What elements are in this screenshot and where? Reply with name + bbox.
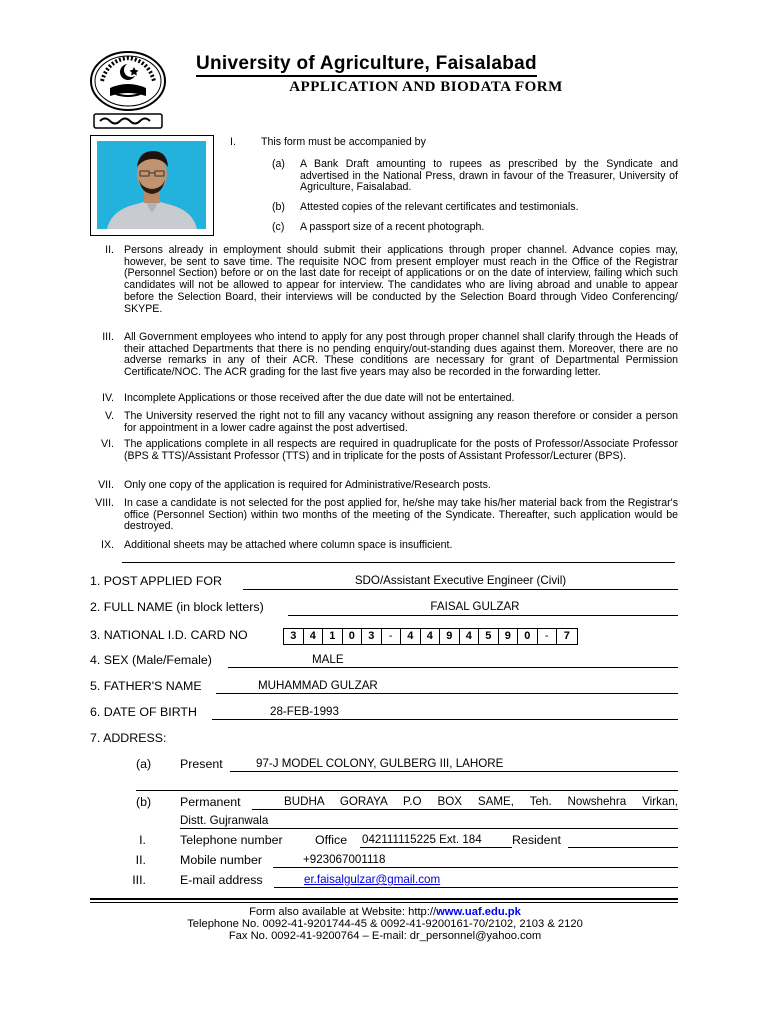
- instruction-number: V.: [104, 410, 114, 422]
- cnic-digit: 5: [479, 629, 499, 644]
- sex-label: 4. SEX (Male/Female): [90, 653, 212, 667]
- sex-underline: [228, 666, 678, 668]
- telephone-label: Telephone number: [180, 833, 283, 847]
- permanent-underline: [252, 808, 678, 810]
- present-label: (a): [136, 757, 152, 771]
- permanent-address-line2[interactable]: Distt. Gujranwala: [180, 814, 269, 827]
- cnic-digit: 7: [563, 630, 570, 642]
- permanent-address-line1[interactable]: BUDHA GORAYA P.O BOX SAME, Teh. Nowshehra Virkan,: [284, 795, 678, 808]
- cnic-digit: 9: [440, 629, 460, 644]
- instruction-number: VII.: [98, 479, 114, 491]
- father-name-label: 5. FATHER'S NAME: [90, 679, 202, 693]
- cnic-digit: 4: [401, 629, 421, 644]
- subitem-label: (a): [272, 158, 285, 170]
- instruction-number: I.: [230, 136, 236, 148]
- cnic-digit: 4: [304, 629, 324, 644]
- office-phone-value[interactable]: 042111115225 Ext. 184: [362, 833, 482, 846]
- present-underline: [230, 770, 678, 772]
- cnic-digit: 1: [323, 629, 343, 644]
- mobile-underline: [273, 866, 678, 868]
- father-name-underline: [216, 692, 678, 694]
- website-link[interactable]: www.uaf.edu.pk: [436, 906, 521, 918]
- present-caption: Present: [180, 757, 223, 771]
- sex-value[interactable]: MALE: [312, 653, 344, 666]
- university-name: University of Agriculture, Faisalabad: [196, 53, 656, 75]
- cnic-digit: 3: [362, 629, 382, 644]
- office-underline: [360, 846, 512, 848]
- subitem-text: A passport size of a recent photograph.: [300, 221, 485, 233]
- name-label: 2. FULL NAME (in block letters): [90, 600, 264, 614]
- form-title: APPLICATION AND BIODATA FORM: [289, 79, 563, 95]
- name-underline: [288, 614, 678, 616]
- cnic-digit: 0: [518, 629, 538, 644]
- dob-underline: [212, 718, 678, 720]
- instruction-text: In case a candidate is not selected for the post applied for, he/she may take his/her material back from the Registrar's office (Personnel Section) within two months of the meeting of the Syndicate. Thereafter, such application would be destroyed.: [124, 497, 678, 533]
- mobile-label: Mobile number: [180, 853, 262, 867]
- footer-telephone: Telephone No. 0092-41-9201744-45 & 0092-41-9200161-70/2102, 2103 & 2120: [187, 918, 583, 930]
- instruction-text: All Government employees who intend to apply for any post through proper channel shall clarify through the Heads of their attached Departments that there is no pending enquiry/out-standing dues against them. Moreover, there are no adverse remarks in any of their ACR. These conditions are necessary for grant of Departmental Permission Certificate/NOC. The ACR grading for the last five years may also be recorded in the forwarding letter.: [124, 331, 678, 379]
- cnic-dash: -: [382, 629, 402, 644]
- address-label: 7. ADDRESS:: [90, 731, 167, 745]
- cnic-digit: 3: [284, 629, 304, 644]
- footer-rule-thin: [90, 902, 678, 903]
- present-address-value[interactable]: 97-J MODEL COLONY, GULBERG III, LAHORE: [256, 757, 504, 770]
- footer-website-prefix: Form also available at Website: http://: [249, 906, 437, 918]
- footer-rule: [90, 898, 678, 900]
- instruction-text: Incomplete Applications or those received after the due date will not be entertained.: [124, 392, 515, 404]
- instruction-text: The applications complete in all respects are required in quadruplicate for the posts of Professor/Associate Professor (BPS & TTS)/Assistant Professor (TTS) and in triplicate for the posts of Assistant Professor/Lecturer (BPS).: [124, 438, 678, 462]
- cnic-label: 3. NATIONAL I.D. CARD NO: [90, 628, 248, 642]
- university-logo: [88, 50, 168, 132]
- footer-website: [150, 906, 620, 919]
- subitem-text: Attested copies of the relevant certificates and testimonials.: [300, 201, 579, 213]
- instruction-text: Additional sheets may be attached where column space is insufficient.: [124, 539, 453, 551]
- cnic-digit: 9: [499, 629, 519, 644]
- instruction-number: II.: [105, 244, 114, 256]
- cnic-digit: 4: [460, 629, 480, 644]
- permanent-label: (b): [136, 795, 152, 809]
- subitem-text: A Bank Draft amounting to rupees as prescribed by the Syndicate and advertised in the National Press, drawn in favour of the Treasurer, University of Agriculture, Faisalabad.: [300, 158, 678, 194]
- telephone-number-index: I.: [139, 833, 146, 847]
- permanent-underline-2: [180, 827, 678, 829]
- address-separator: [136, 789, 678, 791]
- instruction-text: The University reserved the right not to fill any vacancy without assigning any reason therefore or consider a person for appointment in a lower cadre against the post advertised.: [124, 410, 678, 434]
- email-label: E-mail address: [180, 873, 263, 887]
- cnic-digit: 0: [343, 629, 363, 644]
- name-value[interactable]: FAISAL GULZAR: [430, 600, 520, 613]
- post-label: 1. POST APPLIED FOR: [90, 574, 222, 588]
- instruction-number: VIII.: [95, 497, 114, 509]
- subitem-label: (b): [272, 201, 285, 213]
- permanent-caption: Permanent: [180, 795, 241, 809]
- email-link[interactable]: er.faisalgulzar@gmail.com: [304, 873, 441, 886]
- instruction-number: VI.: [101, 438, 114, 450]
- cnic-digit: 4: [421, 629, 441, 644]
- cnic-boxes[interactable]: [283, 628, 578, 645]
- post-value[interactable]: SDO/Assistant Executive Engineer (Civil): [354, 574, 567, 587]
- email-underline: [274, 886, 678, 888]
- separator-line: [122, 561, 675, 563]
- instruction-text: Persons already in employment should submit their applications through proper channel. Advance copies may, however, be sent to save time. The requisite NOC from present employer must reach in the Office of the Registrar (Personnel Section) before or on the last date for receipt of applications or on the date of interview, failing which such candidates will not be allowed to appear for interview. The candidates who are living abroad and unable to appear before the Selection Board, their interviews will be conducted by the Selection Board through Video Conferencing/ SKYPE.: [124, 244, 678, 315]
- instruction-text: Only one copy of the application is required for Administrative/Research posts.: [124, 479, 491, 491]
- resident-label: Resident: [512, 833, 561, 847]
- office-label: Office: [315, 833, 348, 847]
- subitem-label: (c): [272, 221, 285, 233]
- footer-fax-email: Fax No. 0092-41-9200764 – E-mail: dr_personnel@yahoo.com: [228, 930, 542, 942]
- post-underline: [243, 588, 678, 590]
- cnic-dash: -: [538, 629, 558, 644]
- instruction-number: IX.: [101, 539, 114, 551]
- email-number-index: III.: [132, 873, 146, 887]
- dob-label: 6. DATE OF BIRTH: [90, 705, 197, 719]
- instruction-text: This form must be accompanied by: [261, 136, 426, 148]
- instruction-number: IV.: [102, 392, 114, 404]
- father-name-value[interactable]: MUHAMMAD GULZAR: [258, 679, 378, 692]
- dob-value[interactable]: 28-FEB-1993: [270, 705, 339, 718]
- mobile-value[interactable]: +923067001118: [303, 853, 386, 866]
- applicant-photo: [90, 135, 214, 236]
- instruction-number: III.: [102, 331, 114, 343]
- mobile-number-index: II.: [135, 853, 146, 867]
- resident-underline: [568, 846, 678, 848]
